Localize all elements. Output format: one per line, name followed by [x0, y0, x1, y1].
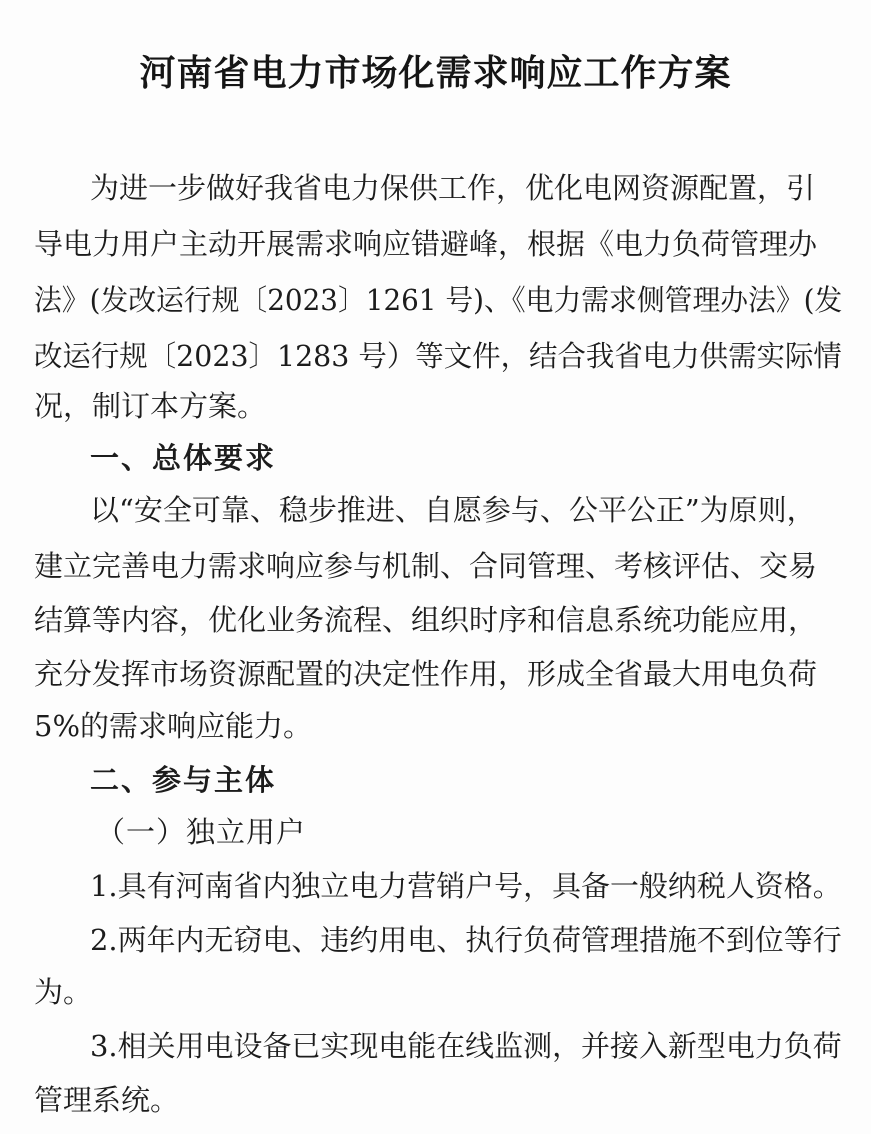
- paragraph-line: 改运行规〔2023〕1283 号）等文件，结合我省电力供需实际情: [34, 339, 842, 373]
- paragraph-line: 况，制订本方案。: [34, 389, 267, 423]
- paragraph-line: 为进一步做好我省电力保供工作，优化电网资源配置，引: [90, 171, 816, 205]
- paragraph-line: 法》(发改运行规〔2023〕1261 号)、《电力需求侧管理办法》(发: [34, 283, 843, 317]
- list-item: 1.具有河南省内独立电力营销户号，具备一般纳税人资格。: [90, 869, 842, 903]
- section-heading: 二、参与主体: [90, 763, 277, 797]
- list-item-continuation: 管理系统。: [34, 1083, 180, 1117]
- list-item-continuation: 为。: [34, 975, 93, 1009]
- document-title: 河南省电力市场化需求响应工作方案: [139, 53, 732, 94]
- list-item: 2.两年内无窃电、违约用电、执行负荷管理措施不到位等行: [90, 923, 842, 957]
- paragraph-line: 结算等内容，优化业务流程、组织时序和信息系统功能应用，: [34, 603, 818, 637]
- paragraph-line: 充分发挥市场资源配置的决定性作用，形成全省最大用电负荷: [34, 657, 818, 691]
- paragraph-line: 建立完善电力需求响应参与机制、合同管理、考核评估、交易: [34, 549, 818, 583]
- paragraph-line: 5%的需求响应能力。: [34, 709, 313, 743]
- list-item: 3.相关用电设备已实现电能在线监测，并接入新型电力负荷: [90, 1029, 842, 1063]
- paragraph-line: 导电力用户主动开展需求响应错避峰，根据《电力负荷管理办: [34, 227, 818, 261]
- section-heading: 一、总体要求: [90, 441, 277, 475]
- paragraph-line: 以“安全可靠、稳步推进、自愿参与、公平公正”为原则，: [90, 493, 816, 527]
- subsection-heading: （一）独立用户: [96, 815, 307, 849]
